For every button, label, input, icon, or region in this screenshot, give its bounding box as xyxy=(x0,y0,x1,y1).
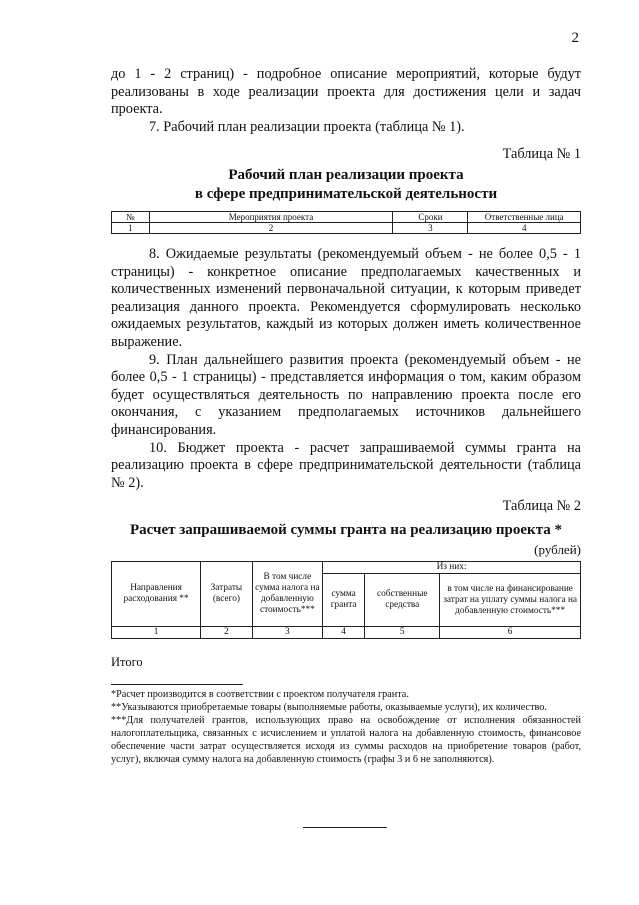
table-row xyxy=(112,223,581,234)
footnote-separator xyxy=(111,684,243,685)
grant-budget-table xyxy=(111,561,581,639)
table1-title xyxy=(111,166,581,204)
number-cell: 3 xyxy=(393,223,468,234)
end-separator xyxy=(303,827,387,828)
footnote-1: *Расчет производится в соответствии с проектом получателя гранта. xyxy=(111,689,409,700)
number-cell: 1 xyxy=(112,627,201,639)
number-cell: 4 xyxy=(468,223,581,234)
number-cell: 2 xyxy=(201,627,253,639)
work-plan-table xyxy=(111,211,581,234)
page-number: 2 xyxy=(571,30,579,46)
header-cell: Из них: xyxy=(323,562,581,574)
footnotes xyxy=(111,688,581,766)
header-cell: сумма гранта xyxy=(323,574,365,627)
header-cell: Сроки xyxy=(393,212,468,223)
header-cell: Ответственные лица xyxy=(468,212,581,223)
table2-unit: (рублей) xyxy=(534,542,581,557)
intro-paragraph: до 1 - 2 страниц) - подробное описание мероприятий, которые будут реализованы в ходе реализации проекта для достижения цели и задач проекта. xyxy=(111,66,581,118)
number-cell: 2 xyxy=(149,223,393,234)
header-cell: в том числе на финансирование затрат на уплату суммы налога на добавленную стоимость*** xyxy=(440,574,581,627)
table1-title-line1: Рабочий план реализации проекта xyxy=(228,167,464,183)
table-row xyxy=(112,627,581,639)
header-cell: Затраты (всего) xyxy=(201,562,253,627)
number-cell: 1 xyxy=(112,223,150,234)
header-cell: В том числе сумма налога на добавленную стоимость*** xyxy=(252,562,322,627)
table-row xyxy=(112,212,581,223)
intro-block xyxy=(111,66,581,136)
number-cell: 6 xyxy=(440,627,581,639)
table1-title-line2: в сфере предпринимательской деятельности xyxy=(194,186,498,202)
item-7: 7. Рабочий план реализации проекта (таблица № 1). xyxy=(149,118,465,135)
table1-label: Таблица № 1 xyxy=(502,146,581,162)
footnote-2: **Указываются приобретаемые товары (выполняемые работы, оказываемые услуги), их количество. xyxy=(111,702,547,713)
number-cell: 5 xyxy=(365,627,440,639)
header-cell: № xyxy=(112,212,150,223)
header-cell: Мероприятия проекта xyxy=(149,212,393,223)
total-label: Итого xyxy=(111,655,143,669)
header-cell: Направления расходования ** xyxy=(112,562,201,627)
item-10: 10. Бюджет проекта - расчет запрашиваемой суммы гранта на реализацию проекта в сфере предпринимательской деятельности (таблица № 2). xyxy=(111,439,581,491)
number-cell: 4 xyxy=(323,627,365,639)
items-block xyxy=(111,246,581,492)
header-cell: собственные средства xyxy=(365,574,440,627)
table-row xyxy=(112,562,581,574)
number-cell: 3 xyxy=(252,627,322,639)
footnote-3: ***Для получателей грантов, использующих право на освобождение от исполнения обязанностей налогоплательщика, связанных с исчислением и уплатой налога на добавленную стоимость, финансовое обеспечение части затрат осуществляется исходя из суммы расходов на приобретение товаров (работ, услуг), включая сумму налога на добавленную стоимость (графы 3 и 6 не заполняются). xyxy=(111,715,581,765)
item-9: 9. План дальнейшего развития проекта (рекомендуемый объем - не более 0,5 - 1 страницы) - представляется информация о том, каким образом будет осуществляться деятельность по направлению проекта после его окончания, с указанием предполагаемых источников дальнейшего финансирования. xyxy=(111,351,581,438)
table2-title: Расчет запрашиваемой суммы гранта на реализацию проекта * xyxy=(130,522,562,538)
item-8: 8. Ожидаемые результаты (рекомендуемый объем - не более 0,5 - 1 страницы) - конкретное описание предполагаемых качественных и количественных изменений первоначальной ситуации, к которым приведет реализация данного проекта. Рекомендуется сформулировать несколько ожидаемых результатов, каждый из которых должен иметь количественное выражение. xyxy=(111,246,581,350)
table2-label: Таблица № 2 xyxy=(502,498,581,514)
